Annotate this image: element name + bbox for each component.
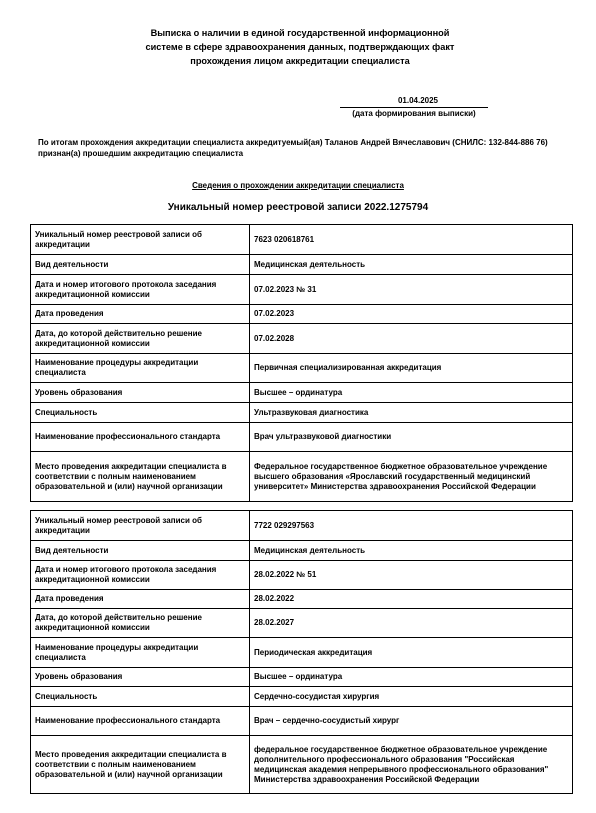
row-value: Федеральное государственное бюджетное образовательное учреждение высшего образования «Ярославский государственный медицинский университет» Министерства здравоохранения Российской Федерации (250, 452, 573, 502)
title-line-3: прохождения лицом аккредитации специалиста (190, 56, 410, 66)
table-row (31, 541, 573, 561)
title-line-1: Выписка о наличии в единой государственной информационной (150, 28, 450, 38)
row-value: 7722 029297563 (250, 511, 573, 541)
table-row (31, 707, 573, 736)
row-label: Вид деятельности (31, 541, 250, 561)
table-row (31, 324, 573, 354)
row-value: 28.02.2027 (250, 609, 573, 638)
row-label: Место проведения аккредитации специалиста в соответствии с полным наименованием образовательной и (или) научной организации (31, 736, 250, 794)
row-label: Наименование процедуры аккредитации специалиста (31, 638, 250, 668)
table-row (31, 423, 573, 452)
row-value: 7623 020618761 (250, 225, 573, 255)
table-row (31, 687, 573, 707)
row-value: Сердечно-сосудистая хирургия (250, 687, 573, 707)
row-label: Дата проведения (31, 305, 250, 324)
row-value: федеральное государственное бюджетное образовательное учреждение дополнительного профессионального образования "Российская медицинская академия непрерывного профессионального образования" Министерства здравоохранения Российской Федерации (250, 736, 573, 794)
table-row (31, 225, 573, 255)
row-label: Дата проведения (31, 590, 250, 609)
table-row (31, 590, 573, 609)
row-label: Наименование процедуры аккредитации специалиста (31, 354, 250, 383)
row-value: Высшее – ординатура (250, 668, 573, 687)
row-label: Дата, до которой действительно решение аккредитационной комиссии (31, 324, 250, 354)
row-value: Периодическая аккредитация (250, 638, 573, 668)
row-label: Вид деятельности (31, 255, 250, 275)
table-row (31, 275, 573, 305)
table-row (31, 255, 573, 275)
issue-date: 01.04.2025 (397, 96, 438, 105)
row-label: Специальность (31, 403, 250, 423)
row-label: Наименование профессионального стандарта (31, 707, 250, 736)
row-label: Дата, до которой действительно решение аккредитационной комиссии (31, 609, 250, 638)
issue-date-caption: (дата формирования выписки) (352, 109, 476, 118)
row-value: Врач ультразвуковой диагностики (250, 423, 573, 452)
row-value: Первичная специализированная аккредитация (250, 354, 573, 383)
row-value: 07.02.2023 (250, 305, 573, 324)
issue-date-block (340, 96, 488, 119)
row-label: Специальность (31, 687, 250, 707)
row-label: Уровень образования (31, 383, 250, 403)
table-row (31, 638, 573, 668)
table-row (31, 736, 573, 794)
intro-paragraph: По итогам прохождения аккредитации специалиста аккредитуемый(ая) Таланов Андрей Вячеславович (СНИЛС: 132-844-886 76) признан(а) прошедшим аккредитацию специалиста (38, 138, 548, 158)
table-row (31, 561, 573, 590)
document-title (90, 26, 510, 68)
table-row (31, 668, 573, 687)
table-row (31, 305, 573, 324)
table-row (31, 354, 573, 383)
row-label: Уровень образования (31, 668, 250, 687)
row-value: 28.02.2022 № 51 (250, 561, 573, 590)
row-value: Медицинская деятельность (250, 541, 573, 561)
registry-number-heading: Уникальный номер реестровой записи 2022.1275794 (167, 202, 429, 213)
title-line-2: системе в сфере здравоохранения данных, подтверждающих факт (145, 42, 455, 52)
table-row (31, 511, 573, 541)
row-value: Ультразвуковая диагностика (250, 403, 573, 423)
row-label: Наименование профессионального стандарта (31, 423, 250, 452)
row-value: 07.02.2028 (250, 324, 573, 354)
row-label: Уникальный номер реестровой записи об аккредитации (31, 225, 250, 255)
row-label: Дата и номер итогового протокола заседания аккредитационной комиссии (31, 561, 250, 590)
section-heading (0, 181, 596, 190)
table-row (31, 383, 573, 403)
row-value: Врач – сердечно-сосудистый хирург (250, 707, 573, 736)
accreditation-table-1 (30, 224, 573, 502)
row-label: Уникальный номер реестровой записи об аккредитации (31, 511, 250, 541)
table-row (31, 609, 573, 638)
row-label: Место проведения аккредитации специалиста в соответствии с полным наименованием образовательной и (или) научной организации (31, 452, 250, 502)
table-row (31, 452, 573, 502)
row-value: Медицинская деятельность (250, 255, 573, 275)
table-row (31, 403, 573, 423)
accreditation-table-2 (30, 510, 573, 794)
row-value: Высшее – ординатура (250, 383, 573, 403)
row-label: Дата и номер итогового протокола заседания аккредитационной комиссии (31, 275, 250, 305)
row-value: 28.02.2022 (250, 590, 573, 609)
section-heading-text: Сведения о прохождении аккредитации специалиста (192, 181, 404, 190)
row-value: 07.02.2023 № 31 (250, 275, 573, 305)
